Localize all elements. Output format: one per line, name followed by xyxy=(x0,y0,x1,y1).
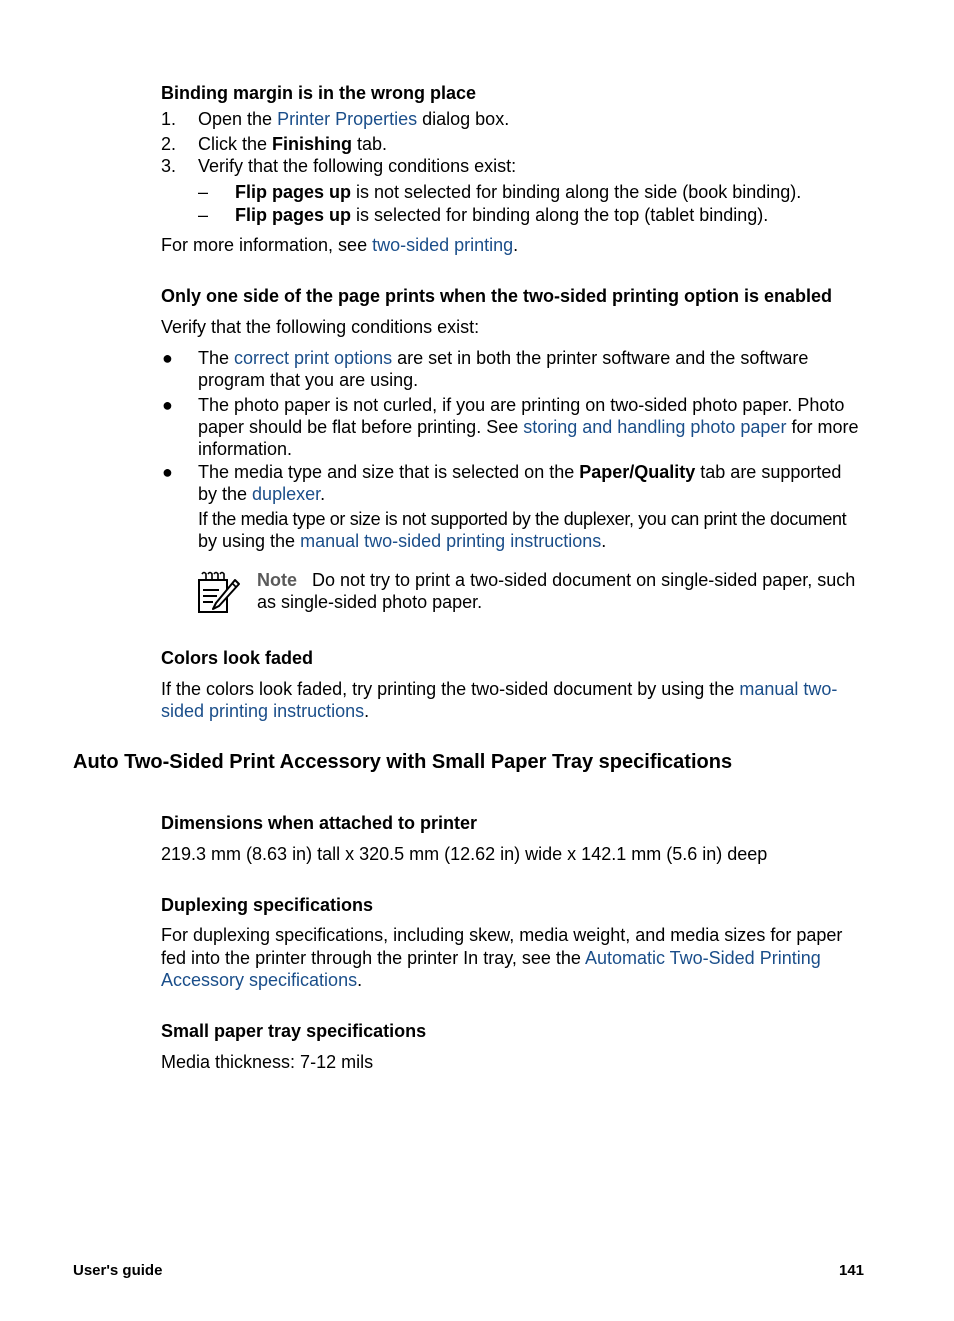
printer-properties-link[interactable]: Printer Properties xyxy=(277,109,418,129)
duplexer-link[interactable]: duplexer xyxy=(252,484,321,504)
unsupported-media-line1: If the media type or size is not supported by the duplexer, you can print the document xyxy=(198,509,847,529)
duplexing-line3: Accessory specifications. xyxy=(161,970,363,990)
automatic-two-sided-link-part1[interactable]: Automatic Two-Sided Printing xyxy=(584,948,821,968)
page-number: 141 xyxy=(839,1262,865,1279)
sub-dash: – xyxy=(198,182,209,202)
correct-print-options-link[interactable]: correct print options xyxy=(234,348,393,368)
manual-two-sided-link-part2[interactable]: sided printing instructions xyxy=(161,701,365,721)
step-number: 2. xyxy=(161,134,177,154)
step-3: Verify that the following conditions exist: xyxy=(198,156,517,176)
note-label: Note xyxy=(257,570,297,590)
section-heading-one-side: Only one side of the page prints when the two-sided printing option is enabled xyxy=(161,286,833,306)
colors-faded-line2: sided printing instructions. xyxy=(161,701,370,721)
bullet-2-line1: The photo paper is not curled, if you are printing on two-sided photo paper. Photo xyxy=(198,395,845,415)
bullet-icon: ● xyxy=(162,395,173,415)
dimensions-heading: Dimensions when attached to printer xyxy=(161,813,478,833)
dimensions-text: 219.3 mm (8.63 in) tall x 320.5 mm (12.62 in) wide x 142.1 mm (5.6 in) deep xyxy=(161,844,768,864)
verify-intro: Verify that the following conditions exist: xyxy=(161,317,480,337)
bullet-icon: ● xyxy=(162,348,173,368)
manual-two-sided-instructions-link[interactable]: manual two-sided printing instructions xyxy=(300,531,602,551)
section-heading-colors-faded: Colors look faded xyxy=(161,648,314,668)
storing-handling-photo-paper-link[interactable]: storing and handling photo paper xyxy=(523,417,787,437)
two-sided-printing-link[interactable]: two-sided printing xyxy=(372,235,514,255)
unsupported-media-line2: by using the manual two-sided printing instructions. xyxy=(198,531,607,551)
step-number: 1. xyxy=(161,109,177,129)
manual-two-sided-link-part1[interactable]: manual two- xyxy=(739,679,838,699)
bullet-2-line2: paper should be flat before printing. See storing and handling photo paper for more xyxy=(198,417,859,437)
sub-item: Flip pages up is selected for binding along the top (tablet binding). xyxy=(235,205,769,225)
section-title-specifications: Auto Two-Sided Print Accessory with Small Paper Tray specifications xyxy=(73,751,733,773)
footer-guide-label: User's guide xyxy=(73,1262,163,1279)
bullet-icon: ● xyxy=(162,462,173,482)
sub-dash: – xyxy=(198,205,209,225)
step-2: Click the Finishing tab. xyxy=(198,134,388,154)
bullet-3-line2: by the duplexer. xyxy=(198,484,326,504)
sub-item: Flip pages up is not selected for binding along the side (book binding). xyxy=(235,182,802,202)
automatic-two-sided-link-part2[interactable]: Accessory specifications xyxy=(161,970,358,990)
small-tray-text: Media thickness: 7-12 mils xyxy=(161,1052,374,1072)
note-icon xyxy=(195,570,241,616)
section-heading-binding-margin: Binding margin is in the wrong place xyxy=(161,83,477,103)
bullet-1-line1: The correct print options are set in both the printer software and the software xyxy=(198,348,809,368)
duplexing-heading: Duplexing specifications xyxy=(161,895,374,915)
bullet-3-line1: The media type and size that is selected on the Paper/Quality tab are supported xyxy=(198,462,842,482)
bullet-1-line2: program that you are using. xyxy=(198,370,419,390)
more-info: For more information, see two-sided printing. xyxy=(161,235,519,255)
step-1: Open the Printer Properties dialog box. xyxy=(198,109,510,129)
step-number: 3. xyxy=(161,156,177,176)
bullet-2-line3: information. xyxy=(198,439,293,459)
duplexing-line1: For duplexing specifications, including skew, media weight, and media sizes for paper xyxy=(161,925,843,945)
duplexing-line2: fed into the printer through the printer In tray, see the Automatic Two-Sided Printing xyxy=(161,948,821,968)
small-tray-heading: Small paper tray specifications xyxy=(161,1021,427,1041)
note-line1: Note Do not try to print a two-sided document on single-sided paper, such xyxy=(257,570,856,590)
colors-faded-line1: If the colors look faded, try printing the two-sided document by using the manual two- xyxy=(161,679,838,699)
note-line2: as single-sided photo paper. xyxy=(257,592,483,612)
